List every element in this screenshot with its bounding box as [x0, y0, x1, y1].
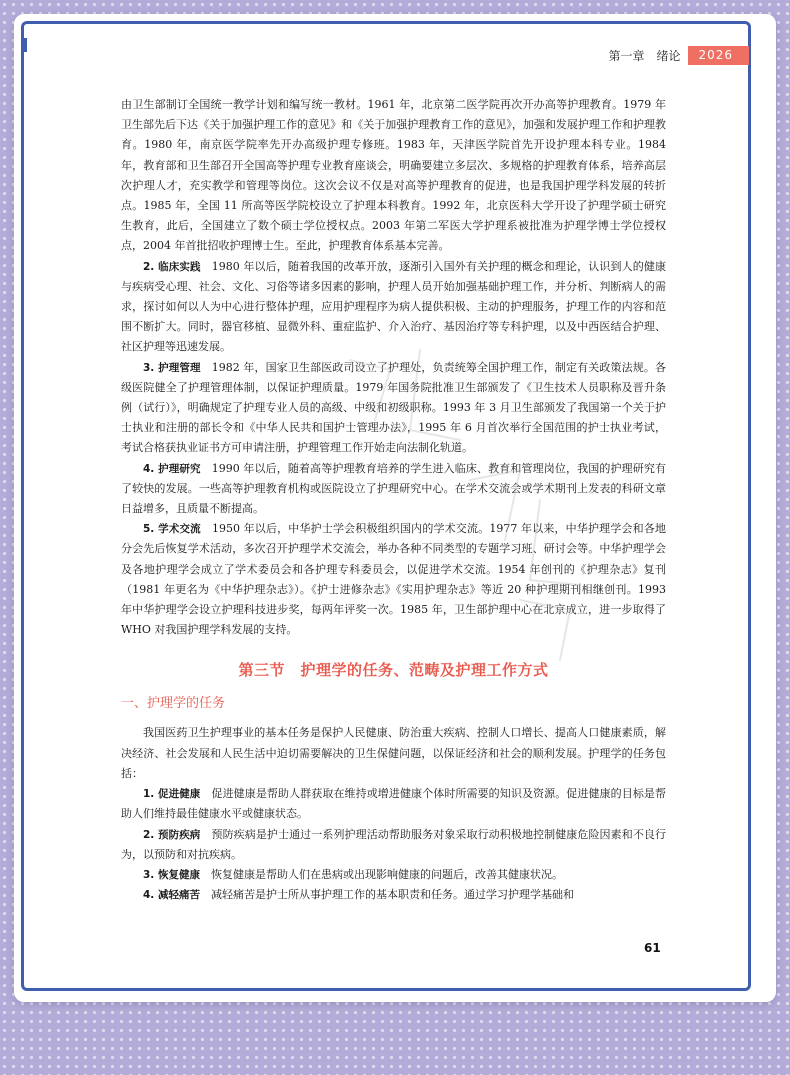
term-nursing-management: 3. 护理管理: [143, 361, 201, 374]
paragraph-body: 1950 年以后，中华护士学会积极组织国内的学术交流。1977 年以来，中华护理学会和各地分会先后恢复学术活动，多次召开护理学术交流会，举办各种不同类型的专题学习班、研讨会等。中华护理学会及各地护理学会成立了学术委员会和各护理专科委员会，以促进学术交流。1954 年创刊的《护理杂志》复刊（1981 年更名为《中华护理杂志》）。《护士进修杂志》《实用护理杂志》等近 20 种护理期刊相继创刊。1993 年中华护理学会设立护理科技进步奖，每两年评奖一次。1985 年，卫生部护理中心在北京成立，进一步取得了 WHO 对我国护理学科发展的支持。: [121, 522, 666, 637]
frame-corner-mark: [21, 38, 27, 52]
task-text: 促进健康是帮助人群获取在维持或增进健康个体时所需要的知识及资源。促进健康的目标是帮助人们维持最佳健康水平或健康状态。: [121, 787, 666, 821]
task-text: 恢复健康是帮助人们在患病或出现影响健康的问题后，改善其健康状况。: [199, 867, 563, 881]
year-badge: 2026: [688, 46, 749, 65]
task-term: 1. 促进健康: [143, 788, 201, 801]
task-item-relieve-suffering: [121, 885, 666, 905]
paragraph-body: 1990 年以后，随着高等护理教育培养的学生进入临床、教育和管理岗位，我国的护理研究有了较快的发展。一些高等护理教育机构或医院设立了护理研究中心。在学术交流会或学术期刊上发表的科研文章日益增多，且质量不断提高。: [121, 461, 666, 516]
task-text: 减轻痛苦是护士所从事护理工作的基本职责和任务。通过学习护理学基础和: [199, 888, 574, 902]
task-item-restore-health: [121, 865, 666, 885]
paragraph-body: 1982 年，国家卫生部医政司设立了护理处，负责统筹全国护理工作，制定有关政策法规。各级医院健全了护理管理体制，以保证护理质量。1979 年国务院批准卫生部颁发了《卫生技术人员职称及晋升条例（试行）》，明确规定了护理专业人员的高级、中级和初级职称。1993 年 3 月卫生部颁发了我国第一个关于护士执业和注册的部长令和《中华人民共和国护士管理办法》，1995 年 6 月首次举行全国范围的护士执业考试，考试合格获执业证书方可申请注册，护理管理工作开始走向法制化轨道。: [121, 360, 666, 455]
term-clinical-practice: 2. 临床实践: [143, 260, 201, 273]
chapter-label: 第一章 绪论: [608, 49, 681, 63]
subsection-heading: 一、护理学的任务: [121, 696, 226, 712]
task-item-prevent-disease: [121, 825, 666, 865]
task-term: 3. 恢复健康: [143, 868, 200, 881]
task-term: 2. 预防疾病: [143, 828, 201, 841]
paragraph-clinical-practice: [121, 257, 666, 358]
task-term: 4. 减轻痛苦: [143, 889, 200, 902]
term-nursing-research: 4. 护理研究: [143, 462, 201, 475]
task-item-promote-health: [121, 784, 666, 824]
page-number: 61: [644, 941, 661, 955]
paragraph-nursing-research: [121, 459, 666, 520]
paragraph-tasks-intro: 我国医药卫生护理事业的基本任务是保护人民健康、防治重大疾病、控制人口增长、提高人口健康素质，解决经济、社会发展和人民生活中迫切需要解决的卫生保健问题，以保证经济和社会的顺利发展。护理学的任务包括：: [121, 726, 666, 780]
term-academic-exchange: 5. 学术交流: [143, 523, 201, 536]
paragraph-body: 1980 年以后，随着我国的改革开放，逐渐引入国外有关护理的概念和理论，认识到人的健康与疾病受心理、社会、文化、习俗等诸多因素的影响，护理人员开始加强基础护理工作，并分析、判断病人的需求，探讨如何以人为中心进行整体护理，应用护理程序为病人提供积极、主动的护理服务，护理工作的内容和范围不断扩大。同时，器官移植、显微外科、重症监护、介入治疗、基因治疗等专科护理，以及中西医结合护理、社区护理等迅速发展。: [121, 259, 666, 354]
paragraph-academic-exchange: [121, 519, 666, 640]
paragraph-education-history: 由卫生部制订全国统一教学计划和编写统一教材。1961 年，北京第二医学院再次开办高等护理教育。1979 年卫生部先后下达《关于加强护理工作的意见》和《关于加强护理教育工作的意见》，加强和发展护理工作和护理教育。1980 年，南京医学院率先开办高级护理专修班。1983 年，天津医学院首先开设护理本科专业。1984 年，教育部和卫生部召开全国高等护理专业教育座谈会，明确要建立多层次、多规格的护理教育体系，培养高层次护理人才，充实教学和管理等岗位。这次会议不仅是对高等护理教育的促进，也是我国护理学科发展的转折点。1985 年，全国 11 所高等医学院校设立了护理本科教育。1992 年，北京医科大学开设了护理学硕士研究生教育，此后，全国建立了数个硕士学位授权点。2003 年第二军医大学护理系被批准为护理学博士学位授权点，2004 年首批招收护理博士生。至此，护理教育体系基本完善。: [121, 98, 666, 253]
running-header: [608, 46, 749, 65]
page-content: [121, 95, 666, 905]
paragraph-nursing-management: [121, 358, 666, 459]
section-title: 第三节 护理学的任务、范畴及护理工作方式: [238, 661, 549, 680]
task-text: 预防疾病是护士通过一系列护理活动帮助服务对象采取行动积极地控制健康危险因素和不良行为，以预防和对抗疾病。: [121, 827, 666, 861]
